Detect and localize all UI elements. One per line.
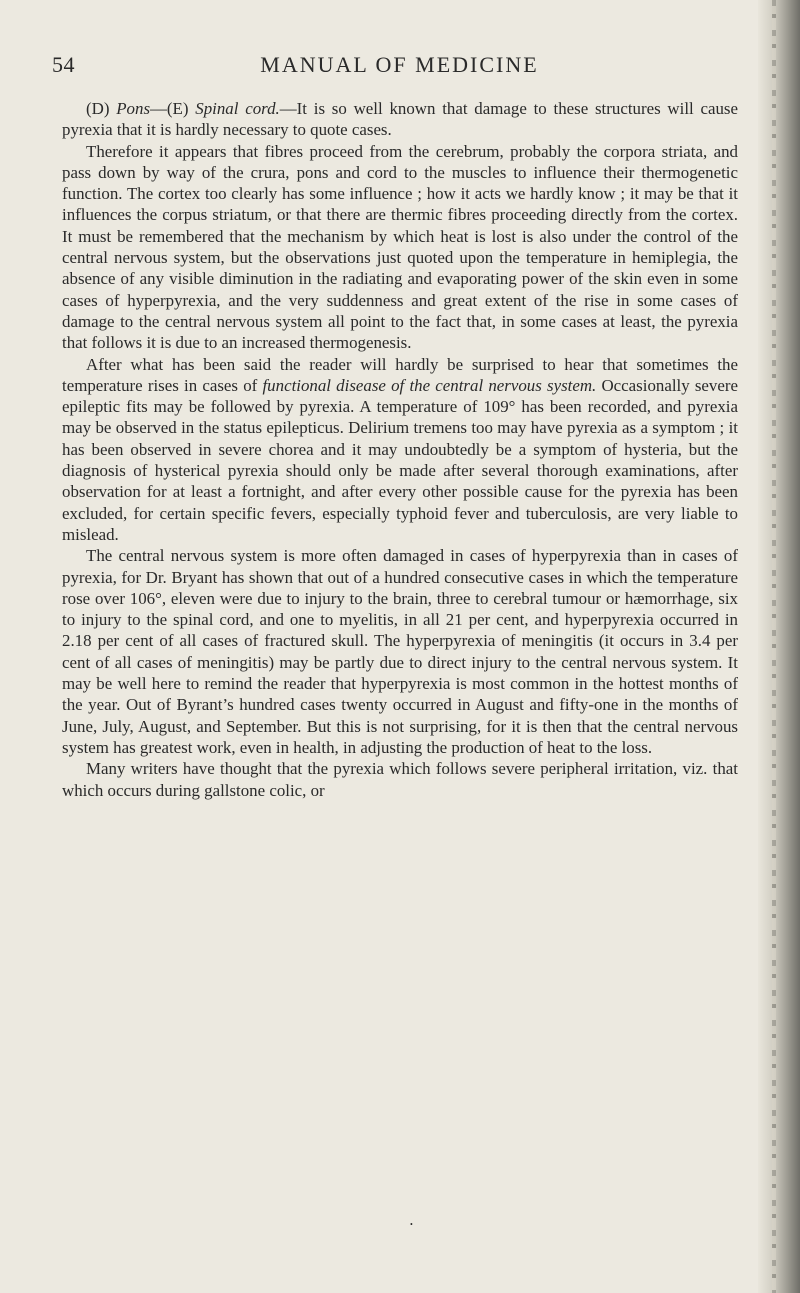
paragraph <box>62 354 738 546</box>
text-run: Many writers have thought that the pyrexia which follows severe peripheral irritation, viz. that which occurs during gallstone colic, or <box>62 759 738 800</box>
italic-text: functional disease of the central nervous system. <box>262 375 597 395</box>
body-text <box>62 98 738 801</box>
text-run: Therefore it appears that fibres proceed from the cerebrum, probably the corpora striata, and pass down by way of the crura, pons and cord to the muscles to influence their thermogenetic function. The cortex too clearly has some influence ; how it acts we hardly know ; it may be that it influences the corpus striatum, or that there are thermic fibres proceeding directly from the cortex. It must be remembered that the mechanism by which heat is lost is also under the control of the central nervous system, but the observations just quoted upon the temperature in hemiplegia, the absence of any visible diminution in the radiating and evaporating power of the skin even in some cases of hyperpyrexia, and the very suddenness and great extent of the rise in some cases of damage to the central nervous system all point to the fact that, in some cases at least, the pyrexia that follows it is due to an increased thermogenesis. <box>62 141 738 353</box>
page-number: 54 <box>52 52 75 77</box>
running-title: MANUAL OF MEDICINE <box>260 52 539 77</box>
text-run: After what has been said the reader will hardly be surprised to hear that sometimes the temperature rises in cases of <box>62 354 738 395</box>
text-run: (D) <box>86 99 117 118</box>
italic-text: Spinal cord. <box>195 99 280 118</box>
text-run: The central nervous system is more often damaged in cases of hyperpyrexia than in cases of pyrexia, for Dr. Bryant has shown that out of a hundred consecutive cases in which the temperature rose over 106°, eleven were due to injury to the brain, three to cerebral tumour or hæmorrhage, six to injury to the spinal cord, and one to myelitis, in all 21 per cent, and hyperpyrexia occurred in 2.18 per cent of all cases of fractured skull. The hyperpyrexia of meningitis (it occurs in 3.4 per cent of all cases of meningitis) may be partly due to direct injury to the central nervous system. It may be well here to remind the reader that hyperpyrexia is most common in the hottest months of the year. Out of Byrant’s hundred cases twenty occurred in August and fifty-one in the months of June, July, August, and September. But this is not surprising, for it is then that the central nervous system has greatest work, even in health, in adjusting the production of heat to the loss. <box>62 546 738 757</box>
paragraph <box>62 758 738 801</box>
text-run: —It is so well known that damage to these structures will cause pyrexia that it is hardly necessary to quote cases. <box>62 99 738 140</box>
italic-text: Pons <box>116 99 151 118</box>
page-edge <box>758 0 800 1293</box>
text-run: —(E) <box>150 99 196 118</box>
signature-mark: • <box>410 1220 413 1229</box>
running-header <box>52 52 747 82</box>
text-run: Occasionally severe epileptic fits may be followed by pyrexia. A temperature of 109° has been recorded, and pyrexia may be observed in the status epilepticus. Delirium tremens too may have pyrexia as a symptom ; it has been observed in severe chorea and it may undoubtedly be a symptom of hysteria, but the diagnosis of hysterical pyrexia should only be made after several thorough examinations, after observation for at least a fortnight, and after every other possible cause for the pyrexia has been excluded, for certain specific fevers, especially typhoid fever and tuberculosis, are very liable to mislead. <box>62 375 738 544</box>
paragraph <box>62 141 738 354</box>
paragraph <box>62 98 738 141</box>
paragraph <box>62 545 738 758</box>
